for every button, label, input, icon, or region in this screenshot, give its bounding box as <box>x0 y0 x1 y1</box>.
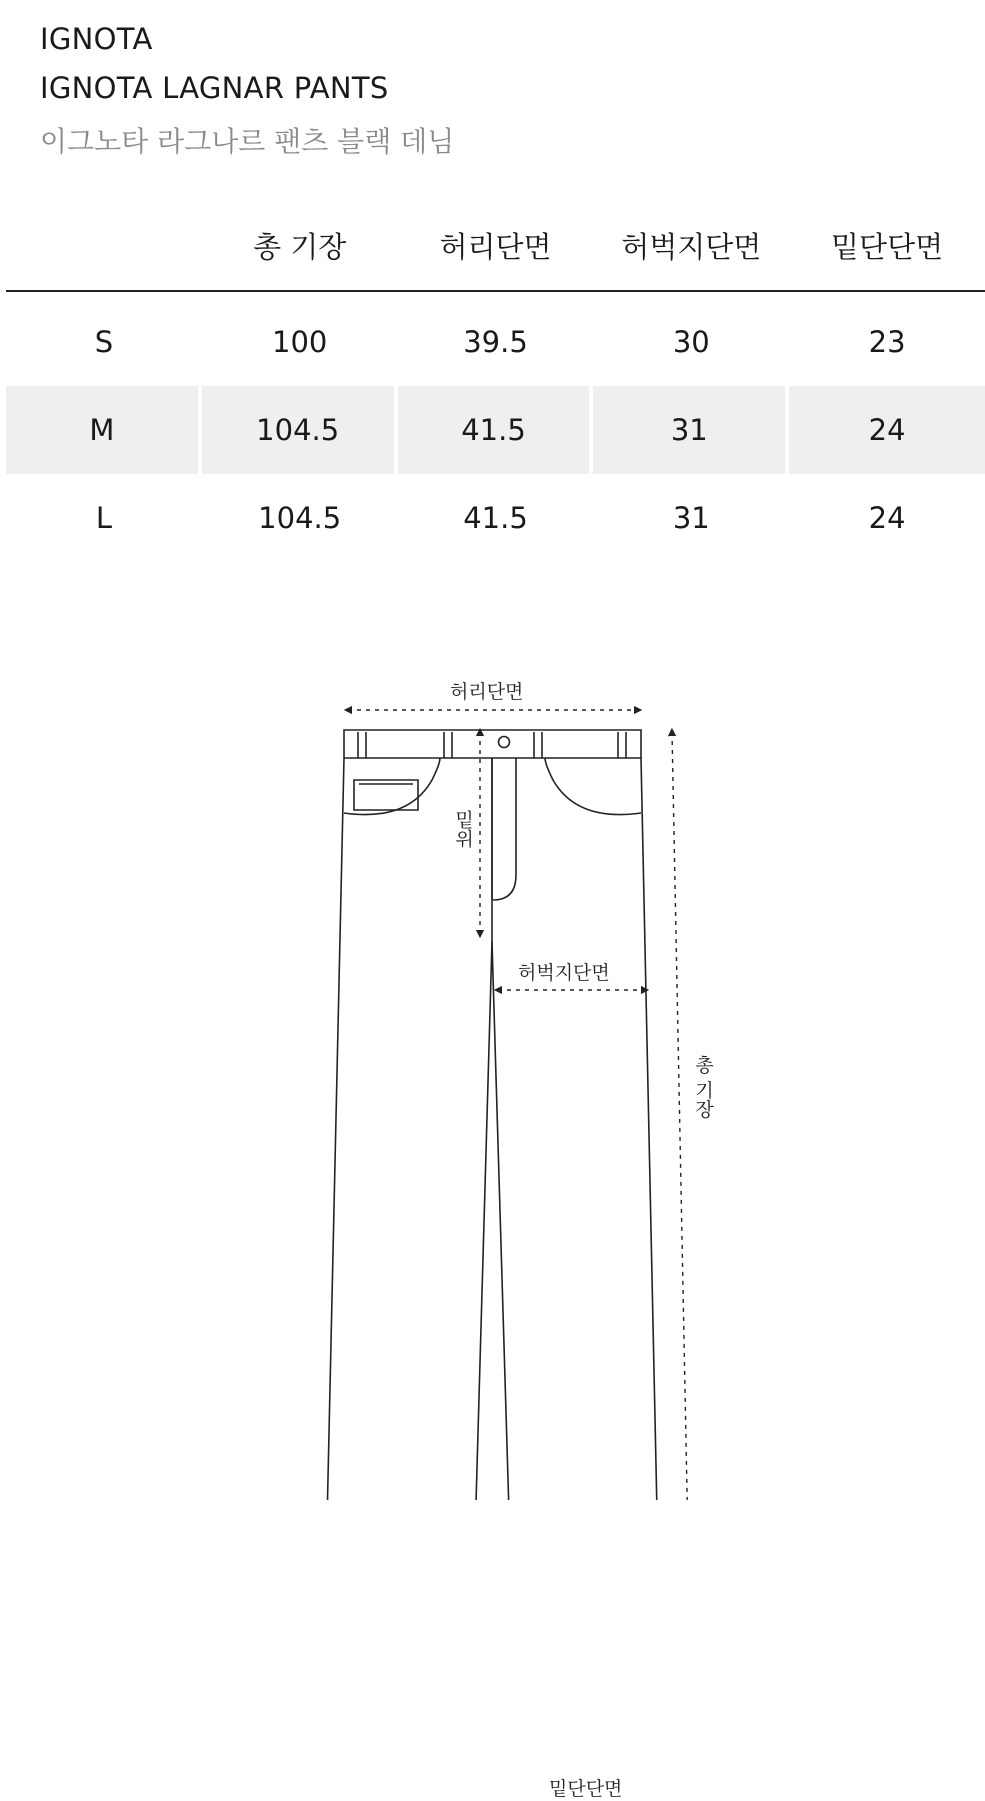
column-header-waist: 허리단면 <box>439 229 552 264</box>
column-header-hem: 밑단단면 <box>831 229 944 264</box>
hem-cell: 24 <box>789 386 985 474</box>
table-row <box>6 386 985 474</box>
total-length-cell: 104.5 <box>258 501 342 535</box>
table-header-row <box>6 200 985 292</box>
thigh-cell: 31 <box>672 501 710 535</box>
pants-outline-icon <box>0 660 985 1500</box>
pants-measurement-diagram <box>0 660 985 1800</box>
column-header-thigh: 허벅지단면 <box>621 229 762 264</box>
waist-cell: 41.5 <box>463 501 528 535</box>
total-length-cell: 100 <box>272 325 328 359</box>
hem-cell: 23 <box>868 325 906 359</box>
column-header-total-length: 총 기장 <box>253 229 347 264</box>
brand-name: IGNOTA <box>40 22 153 56</box>
thigh-measure-label: 허벅지단면 <box>518 962 610 984</box>
thigh-cell: 30 <box>672 325 710 359</box>
total-length-measure-label: 총 기장 <box>692 1055 714 1119</box>
column-header <box>6 200 202 290</box>
rise-measure-label: 밑위 <box>452 810 474 848</box>
waist-cell: 41.5 <box>398 386 594 474</box>
product-name-korean: 이그노타 라그나르 팬츠 블랙 데님 <box>40 125 455 158</box>
table-row <box>6 474 985 562</box>
total-length-cell: 104.5 <box>202 386 398 474</box>
size-cell: L <box>95 501 112 535</box>
table-row <box>6 298 985 386</box>
size-cell: S <box>94 325 114 359</box>
waist-cell: 39.5 <box>463 325 528 359</box>
hem-measure-label: 밑단단면 <box>549 1778 623 1800</box>
product-name: IGNOTA LAGNAR PANTS <box>40 71 389 105</box>
size-cell: M <box>6 386 202 474</box>
waist-measure-label: 허리단면 <box>450 681 524 703</box>
thigh-cell: 31 <box>593 386 789 474</box>
size-table <box>6 200 985 562</box>
hem-cell: 24 <box>868 501 906 535</box>
